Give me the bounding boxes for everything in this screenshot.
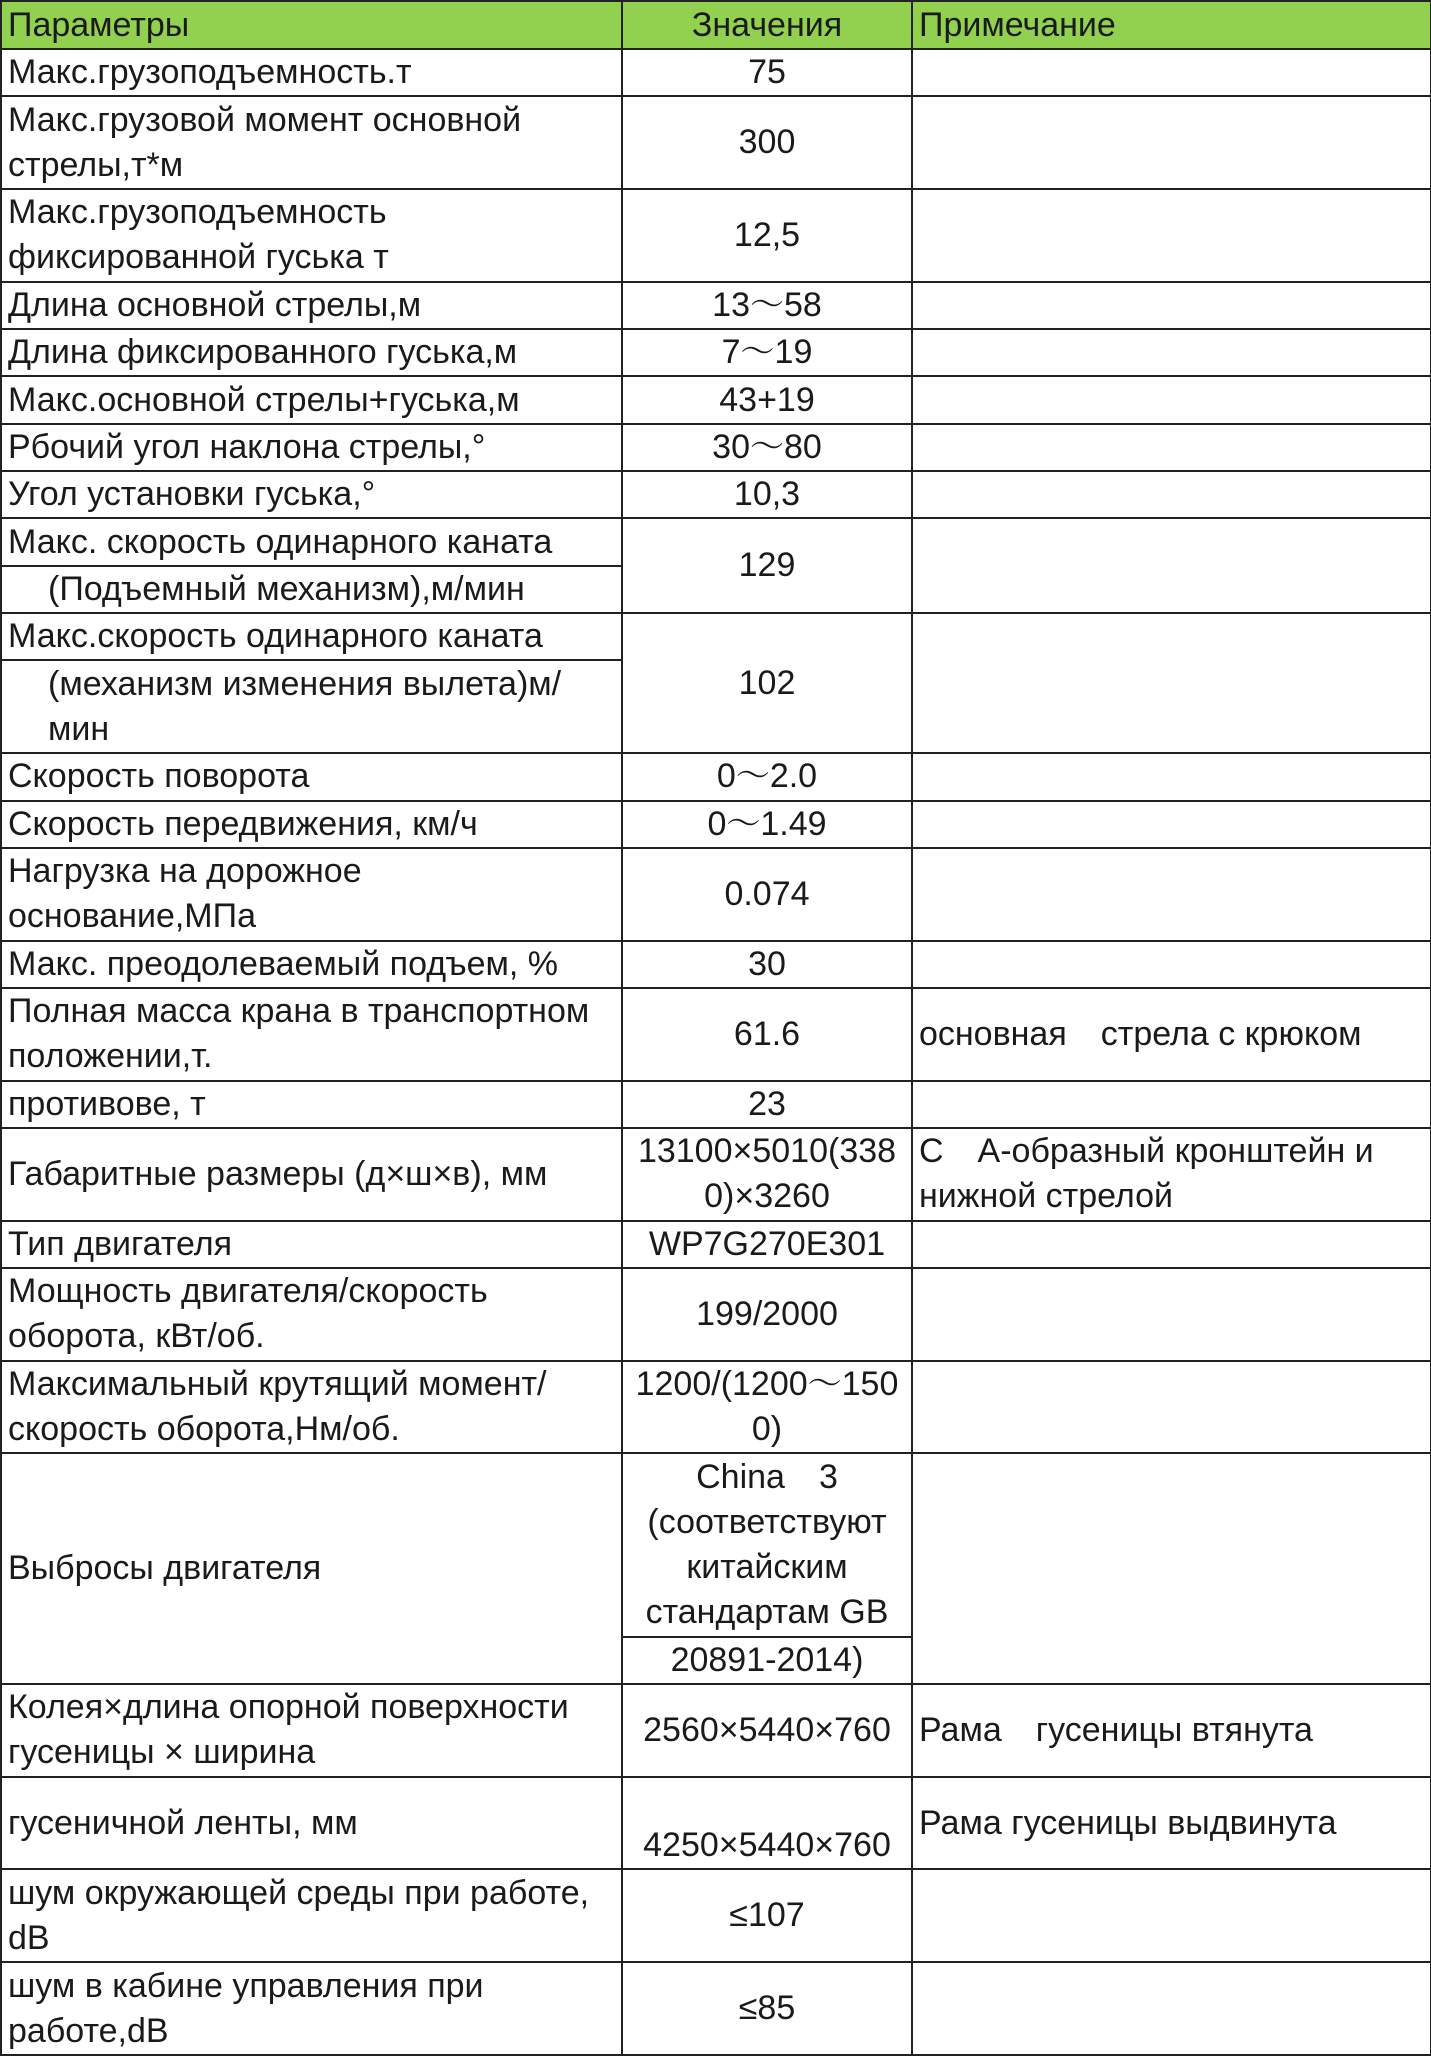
note-cell bbox=[912, 801, 1431, 848]
note-cell bbox=[912, 282, 1431, 329]
value-cell: ≤85 bbox=[622, 1962, 912, 2055]
value-cell: 4250×5440×760 bbox=[622, 1777, 912, 1870]
value-cell: 199/2000 bbox=[622, 1268, 912, 1361]
note-cell: Рама гусеницы втянута bbox=[912, 1684, 1431, 1777]
param-cell: Рбочий угол наклона стрелы,° bbox=[1, 424, 622, 471]
value-cell: 75 bbox=[622, 49, 912, 96]
table-row bbox=[1, 941, 1431, 988]
value-cell: 20891-2014) bbox=[622, 1637, 912, 1684]
value-cell: 10,3 bbox=[622, 471, 912, 518]
param-cell: Макс.основной стрелы+гуська,м bbox=[1, 376, 622, 423]
note-cell bbox=[912, 1453, 1431, 1684]
param-cell: Макс.скорость одинарного каната bbox=[1, 613, 622, 660]
table-row bbox=[1, 1221, 1431, 1268]
table-row bbox=[1, 1268, 1431, 1361]
param-cell: Нагрузка на дорожное основание,МПа bbox=[1, 848, 622, 941]
param-cell: Скорость поворота bbox=[1, 753, 622, 800]
param-cell: (Подъемный механизм),м/мин bbox=[1, 566, 622, 613]
value-cell: 300 bbox=[622, 96, 912, 189]
table-row bbox=[1, 988, 1431, 1081]
param-cell: Макс. скорость одинарного каната bbox=[1, 518, 622, 565]
value-cell: 0～1.49 bbox=[622, 801, 912, 848]
header-param: Параметры bbox=[1, 1, 622, 49]
table-row bbox=[1, 753, 1431, 800]
value-cell: 0.074 bbox=[622, 848, 912, 941]
param-cell: Выбросы двигателя bbox=[1, 1453, 622, 1684]
table-row bbox=[1, 96, 1431, 189]
param-cell: Колея×длина опорной поверхности гусеницы × ширина bbox=[1, 1684, 622, 1777]
param-cell: Длина основной стрелы,м bbox=[1, 282, 622, 329]
param-cell: Макс.грузоподъемность фиксированной гуська т bbox=[1, 189, 622, 282]
note-cell bbox=[912, 376, 1431, 423]
note-cell bbox=[912, 471, 1431, 518]
note-cell bbox=[912, 49, 1431, 96]
value-cell: WP7G270E301 bbox=[622, 1221, 912, 1268]
value-cell: 30～80 bbox=[622, 424, 912, 471]
header-row bbox=[1, 1, 1431, 49]
value-cell: 0～2.0 bbox=[622, 753, 912, 800]
table-row bbox=[1, 1361, 1431, 1454]
param-cell: шум в кабине управления при работе,dB bbox=[1, 1962, 622, 2055]
value-cell: 13～58 bbox=[622, 282, 912, 329]
note-cell: С А-образный кронштейн и нижной стрелой bbox=[912, 1128, 1431, 1221]
header-note: Примечание bbox=[912, 1, 1431, 49]
value-cell: 12,5 bbox=[622, 189, 912, 282]
value-cell: China 3 (соответствуют китайским стандартам GB bbox=[622, 1453, 912, 1636]
table-row bbox=[1, 1453, 1431, 1636]
note-cell bbox=[912, 1361, 1431, 1454]
param-cell: Макс.грузовой момент основной стрелы,т*м bbox=[1, 96, 622, 189]
table-row bbox=[1, 49, 1431, 96]
param-cell: Габаритные размеры (д×ш×в), мм bbox=[1, 1128, 622, 1221]
param-cell: Макс.грузоподъемность.т bbox=[1, 49, 622, 96]
table-row bbox=[1, 1128, 1431, 1221]
param-cell: Макс. преодолеваемый подъем, % bbox=[1, 941, 622, 988]
table-row bbox=[1, 282, 1431, 329]
table-row bbox=[1, 329, 1431, 376]
value-cell: 2560×5440×760 bbox=[622, 1684, 912, 1777]
param-cell: Полная масса крана в транспортном положении,т. bbox=[1, 988, 622, 1081]
value-cell: ≤107 bbox=[622, 1869, 912, 1962]
note-cell bbox=[912, 613, 1431, 753]
note-cell bbox=[912, 424, 1431, 471]
table-row bbox=[1, 424, 1431, 471]
note-cell bbox=[912, 941, 1431, 988]
value-cell: 7～19 bbox=[622, 329, 912, 376]
value-cell: 1200/(1200～1500) bbox=[622, 1361, 912, 1454]
param-cell: Скорость передвижения, км/ч bbox=[1, 801, 622, 848]
note-cell bbox=[912, 1962, 1431, 2055]
value-cell: 30 bbox=[622, 941, 912, 988]
param-cell: Угол установки гуська,° bbox=[1, 471, 622, 518]
table-row bbox=[1, 1869, 1431, 1962]
note-cell bbox=[912, 1081, 1431, 1128]
value-cell: 43+19 bbox=[622, 376, 912, 423]
value-cell: 129 bbox=[622, 518, 912, 613]
table-row bbox=[1, 1777, 1431, 1870]
note-cell bbox=[912, 329, 1431, 376]
table-row bbox=[1, 801, 1431, 848]
table-row bbox=[1, 189, 1431, 282]
param-cell: Мощность двигателя/скорость оборота, кВт/об. bbox=[1, 1268, 622, 1361]
note-cell: Рама гусеницы выдвинута bbox=[912, 1777, 1431, 1870]
value-cell: 13100×5010(3380)×3260 bbox=[622, 1128, 912, 1221]
table-row bbox=[1, 1684, 1431, 1777]
param-cell: гусеничной ленты, мм bbox=[1, 1777, 622, 1870]
table-row bbox=[1, 848, 1431, 941]
note-cell bbox=[912, 518, 1431, 613]
param-cell: Тип двигателя bbox=[1, 1221, 622, 1268]
note-cell bbox=[912, 189, 1431, 282]
table-row bbox=[1, 613, 1431, 660]
value-cell: 102 bbox=[622, 613, 912, 753]
value-cell: 61.6 bbox=[622, 988, 912, 1081]
note-cell bbox=[912, 753, 1431, 800]
note-cell bbox=[912, 1268, 1431, 1361]
note-cell bbox=[912, 96, 1431, 189]
note-cell bbox=[912, 1869, 1431, 1962]
table-row bbox=[1, 1962, 1431, 2055]
param-cell: Максимальный крутящий момент/скорость оборота,Нм/об. bbox=[1, 1361, 622, 1454]
table-row bbox=[1, 471, 1431, 518]
note-cell bbox=[912, 1221, 1431, 1268]
table-row bbox=[1, 518, 1431, 565]
value-cell: 23 bbox=[622, 1081, 912, 1128]
header-value: Значения bbox=[622, 1, 912, 49]
param-cell: шум окружающей среды при работе, dB bbox=[1, 1869, 622, 1962]
note-cell bbox=[912, 848, 1431, 941]
table-row bbox=[1, 1081, 1431, 1128]
note-cell: основная стрела с крюком bbox=[912, 988, 1431, 1081]
table-row bbox=[1, 376, 1431, 423]
param-cell: (механизм изменения вылета)м/мин bbox=[1, 660, 622, 753]
param-cell: Длина фиксированного гуська,м bbox=[1, 329, 622, 376]
param-cell: противове, т bbox=[1, 1081, 622, 1128]
